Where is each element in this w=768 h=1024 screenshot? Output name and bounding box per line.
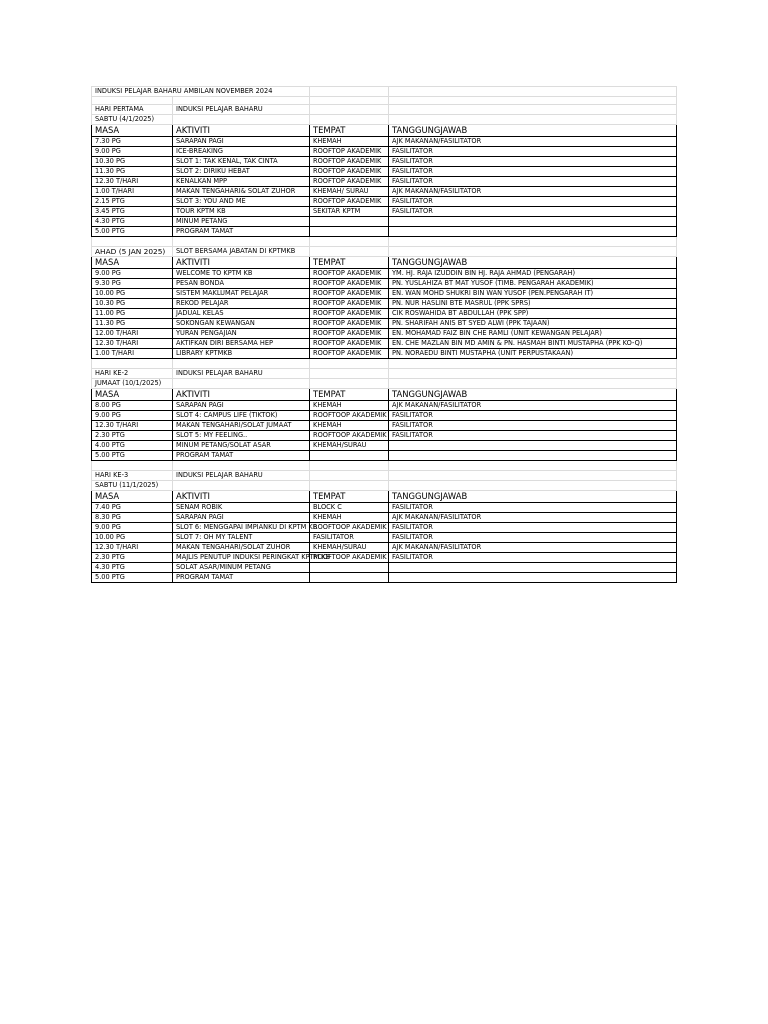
tempat-cell[interactable]: BLOCK C xyxy=(310,503,389,513)
masa-cell[interactable]: 5.00 PTG xyxy=(92,451,173,461)
table-row xyxy=(92,573,677,583)
tanggungjawab-cell[interactable] xyxy=(389,227,677,237)
masa-cell[interactable]: 10.00 PG xyxy=(92,289,173,299)
table-row xyxy=(92,269,677,279)
blank-row xyxy=(92,237,677,247)
section-subtitle[interactable]: INDUKSI PELAJAR BAHARU xyxy=(173,369,310,379)
header-tanggungjawab[interactable]: TANGGUNGJAWAB xyxy=(389,125,677,137)
header-tanggungjawab[interactable]: TANGGUNGJAWAB xyxy=(389,389,677,401)
section-label-row xyxy=(92,471,677,481)
tempat-cell[interactable]: ROOFTOP AKADEMIK xyxy=(310,329,389,339)
header-tempat[interactable]: TEMPAT xyxy=(310,491,389,503)
masa-cell[interactable]: 11.30 PG xyxy=(92,319,173,329)
masa-cell[interactable]: 10.00 PG xyxy=(92,533,173,543)
aktiviti-cell[interactable]: SLOT 7: OH MY TALENT xyxy=(173,533,310,543)
masa-cell[interactable]: 12.30 T/HARI xyxy=(92,339,173,349)
masa-cell[interactable]: 12.30 T/HARI xyxy=(92,177,173,187)
section-subtitle[interactable]: INDUKSI PELAJAR BAHARU xyxy=(173,105,310,115)
tanggungjawab-cell[interactable]: AJK MAKANAN/FASILITATOR xyxy=(389,187,677,197)
empty-cell[interactable] xyxy=(389,237,677,247)
tempat-cell[interactable]: KHEMAH xyxy=(310,401,389,411)
aktiviti-cell[interactable]: MAKAN TENGAHARI/SOLAT ZUHOR xyxy=(173,543,310,553)
aktiviti-cell[interactable]: JADUAL KELAS xyxy=(173,309,310,319)
masa-cell[interactable]: 9.00 PG xyxy=(92,147,173,157)
tempat-cell[interactable]: ROOFTOOP AKADEMIK xyxy=(310,553,389,563)
table-row xyxy=(92,177,677,187)
table-row xyxy=(92,319,677,329)
aktiviti-cell[interactable]: SISTEM MAKLUMAT PELAJAR xyxy=(173,289,310,299)
aktiviti-cell[interactable]: WELCOME TO KPTM KB xyxy=(173,269,310,279)
table-row xyxy=(92,309,677,319)
table-row xyxy=(92,227,677,237)
blank-row xyxy=(92,359,677,369)
header-masa[interactable]: MASA xyxy=(92,491,173,503)
masa-cell[interactable]: 12.30 T/HARI xyxy=(92,421,173,431)
tempat-cell[interactable]: ROOFTOP AKADEMIK xyxy=(310,309,389,319)
tempat-cell[interactable]: KHEMAH/SURAU xyxy=(310,441,389,451)
tempat-cell[interactable]: ROOFTOP AKADEMIK xyxy=(310,319,389,329)
tempat-cell[interactable]: ROOFTOP AKADEMIK xyxy=(310,177,389,187)
aktiviti-cell[interactable]: TOUR KPTM KB xyxy=(173,207,310,217)
empty-cell[interactable] xyxy=(92,359,173,369)
tanggungjawab-cell[interactable]: EN. CHE MAZLAN BIN MD AMIN & PN. HASMAH BINTI MUSTAPHA (PPK KO-Q) xyxy=(389,339,677,349)
table-row xyxy=(92,543,677,553)
tempat-cell[interactable] xyxy=(310,451,389,461)
tanggungjawab-cell[interactable]: AJK MAKANAN/FASILITATOR xyxy=(389,513,677,523)
tanggungjawab-cell[interactable]: CIK ROSWAHIDA BT ABDULLAH (PPK SPP) xyxy=(389,309,677,319)
tempat-cell[interactable]: SEKITAR KPTM xyxy=(310,207,389,217)
table-row xyxy=(92,411,677,421)
tanggungjawab-cell[interactable]: FASILITATOR xyxy=(389,503,677,513)
aktiviti-cell[interactable]: ICE-BREAKING xyxy=(173,147,310,157)
empty-cell[interactable] xyxy=(173,461,310,471)
header-aktiviti[interactable]: AKTIVITI xyxy=(173,389,310,401)
section-date[interactable]: JUMAAT (10/1/2025) xyxy=(92,379,173,389)
table-row xyxy=(92,137,677,147)
tempat-cell[interactable] xyxy=(310,217,389,227)
empty-cell[interactable] xyxy=(310,481,389,491)
empty-cell[interactable] xyxy=(92,461,173,471)
section-subtitle[interactable]: SLOT BERSAMA JABATAN DI KPTMKB xyxy=(173,247,310,257)
header-aktiviti[interactable]: AKTIVITI xyxy=(173,257,310,269)
empty-cell[interactable] xyxy=(173,97,310,105)
tanggungjawab-cell[interactable] xyxy=(389,563,677,573)
empty-cell[interactable] xyxy=(310,87,389,97)
empty-cell[interactable] xyxy=(310,379,389,389)
empty-cell[interactable] xyxy=(389,359,677,369)
aktiviti-cell[interactable]: SARAPAN PAGI xyxy=(173,137,310,147)
header-tempat[interactable]: TEMPAT xyxy=(310,125,389,137)
tanggungjawab-cell[interactable]: FASILITATOR xyxy=(389,421,677,431)
table-row xyxy=(92,187,677,197)
table-row xyxy=(92,289,677,299)
aktiviti-cell[interactable]: SENAM ROBIK xyxy=(173,503,310,513)
tanggungjawab-cell[interactable]: AJK MAKANAN/FASILITATOR xyxy=(389,543,677,553)
masa-cell[interactable]: 12.00 T/HARI xyxy=(92,329,173,339)
table-row xyxy=(92,299,677,309)
section-label-row xyxy=(92,247,677,257)
aktiviti-cell[interactable]: PESAN BONDA xyxy=(173,279,310,289)
masa-cell[interactable]: 9.00 PG xyxy=(92,269,173,279)
tanggungjawab-cell[interactable] xyxy=(389,451,677,461)
aktiviti-cell[interactable]: AKTIFKAN DIRI BERSAMA HEP xyxy=(173,339,310,349)
masa-cell[interactable]: 3.45 PTG xyxy=(92,207,173,217)
masa-cell[interactable]: 4.30 PTG xyxy=(92,217,173,227)
tanggungjawab-cell[interactable]: YM. HJ. RAJA IZUDDIN BIN HJ. RAJA AHMAD (PENGARAH) xyxy=(389,269,677,279)
empty-cell[interactable] xyxy=(173,359,310,369)
empty-cell[interactable] xyxy=(92,237,173,247)
aktiviti-cell[interactable]: MAKAN TENGAHARI/SOLAT JUMAAT xyxy=(173,421,310,431)
table-row xyxy=(92,167,677,177)
empty-cell[interactable] xyxy=(389,97,677,105)
tanggungjawab-cell[interactable]: PN. NUR HASLINI BTE MASRUL (PPK SPRS) xyxy=(389,299,677,309)
section-label-row xyxy=(92,369,677,379)
aktiviti-cell[interactable]: SLOT 2: DIRIKU HEBAT xyxy=(173,167,310,177)
aktiviti-cell[interactable]: MAJLIS PENUTUP INDUKSI PERINGKAT KPTM KB xyxy=(173,553,310,563)
empty-cell[interactable] xyxy=(173,481,310,491)
tanggungjawab-cell[interactable]: FASILITATOR xyxy=(389,207,677,217)
empty-cell[interactable] xyxy=(310,115,389,125)
tempat-cell[interactable]: KHEMAH xyxy=(310,137,389,147)
table-row xyxy=(92,217,677,227)
header-aktiviti[interactable]: AKTIVITI xyxy=(173,491,310,503)
blank-row xyxy=(92,461,677,471)
table-row xyxy=(92,349,677,359)
masa-cell[interactable]: 10.30 PG xyxy=(92,299,173,309)
masa-cell[interactable]: 7.30 PG xyxy=(92,137,173,147)
empty-cell[interactable] xyxy=(389,461,677,471)
tanggungjawab-cell[interactable] xyxy=(389,441,677,451)
header-tempat[interactable]: TEMPAT xyxy=(310,389,389,401)
tanggungjawab-cell[interactable]: AJK MAKANAN/FASILITATOR xyxy=(389,137,677,147)
spreadsheet xyxy=(91,86,676,583)
table-row xyxy=(92,441,677,451)
aktiviti-cell[interactable]: MAKAN TENGAHARI& SOLAT ZUHOR xyxy=(173,187,310,197)
tanggungjawab-cell[interactable]: FASILITATOR xyxy=(389,411,677,421)
empty-cell[interactable] xyxy=(310,359,389,369)
tempat-cell[interactable]: ROOFTOP AKADEMIK xyxy=(310,197,389,207)
empty-cell[interactable] xyxy=(310,237,389,247)
tempat-cell[interactable]: ROOFTOP AKADEMIK xyxy=(310,339,389,349)
tanggungjawab-cell[interactable]: FASILITATOR xyxy=(389,431,677,441)
header-masa[interactable]: MASA xyxy=(92,125,173,137)
section-label[interactable]: HARI KE-2 xyxy=(92,369,173,379)
tanggungjawab-cell[interactable]: FASILITATOR xyxy=(389,197,677,207)
aktiviti-cell[interactable]: SLOT 5: MY FEELING.. xyxy=(173,431,310,441)
table-row xyxy=(92,157,677,167)
masa-cell[interactable]: 4.00 PTG xyxy=(92,441,173,451)
tempat-cell[interactable] xyxy=(310,573,389,583)
empty-cell[interactable] xyxy=(389,87,677,97)
aktiviti-cell[interactable]: SLOT 3: YOU AND ME xyxy=(173,197,310,207)
tanggungjawab-cell[interactable]: FASILITATOR xyxy=(389,167,677,177)
masa-cell[interactable]: 11.00 PG xyxy=(92,309,173,319)
section-date-row xyxy=(92,115,677,125)
tempat-cell[interactable] xyxy=(310,227,389,237)
empty-cell[interactable] xyxy=(389,379,677,389)
table-row xyxy=(92,329,677,339)
aktiviti-cell[interactable]: SARAPAN PAGI xyxy=(173,513,310,523)
masa-cell[interactable]: 10.30 PG xyxy=(92,157,173,167)
table-row xyxy=(92,197,677,207)
masa-cell[interactable]: 4.30 PTG xyxy=(92,563,173,573)
header-tempat[interactable]: TEMPAT xyxy=(310,257,389,269)
tanggungjawab-cell[interactable]: PN. NORAEDU BINTI MUSTAPHA (UNIT PERPUSTAKAAN) xyxy=(389,349,677,359)
table-row xyxy=(92,431,677,441)
empty-cell[interactable] xyxy=(173,237,310,247)
table-row xyxy=(92,339,677,349)
tempat-cell[interactable]: KHEMAH xyxy=(310,421,389,431)
table-header-row xyxy=(92,389,677,401)
table-row xyxy=(92,523,677,533)
aktiviti-cell[interactable]: PROGRAM TAMAT xyxy=(173,573,310,583)
aktiviti-cell[interactable]: SLOT 6: MENGGAPAI IMPIANKU DI KPTM KB xyxy=(173,523,310,533)
tempat-cell[interactable]: ROOFTOOP AKADEMIK xyxy=(310,431,389,441)
empty-cell[interactable] xyxy=(310,471,389,481)
section-date-row xyxy=(92,379,677,389)
tanggungjawab-cell[interactable]: FASILITATOR xyxy=(389,177,677,187)
table-row xyxy=(92,553,677,563)
tempat-cell[interactable]: ROOFTOP AKADEMIK xyxy=(310,167,389,177)
empty-cell[interactable] xyxy=(173,115,310,125)
table-row xyxy=(92,401,677,411)
tanggungjawab-cell[interactable]: EN. MOHAMAD FAIZ BIN CHE RAMLI (UNIT KEWANGAN PELAJAR) xyxy=(389,329,677,339)
masa-cell[interactable]: 9.00 PG xyxy=(92,523,173,533)
section-date-row xyxy=(92,481,677,491)
tempat-cell[interactable]: ROOFTOOP AKADEMIK xyxy=(310,411,389,421)
tanggungjawab-cell[interactable]: PN. YUSLAHIZA BT MAT YUSOF (TIMB. PENGARAH AKADEMIK) xyxy=(389,279,677,289)
table-header-row xyxy=(92,257,677,269)
empty-cell[interactable] xyxy=(310,105,389,115)
tanggungjawab-cell[interactable]: FASILITATOR xyxy=(389,523,677,533)
table-header-row xyxy=(92,491,677,503)
aktiviti-cell[interactable]: PROGRAM TAMAT xyxy=(173,451,310,461)
table-row xyxy=(92,533,677,543)
masa-cell[interactable]: 8.00 PG xyxy=(92,401,173,411)
masa-cell[interactable]: 5.00 PTG xyxy=(92,573,173,583)
tempat-cell[interactable]: FASILITATOR xyxy=(310,533,389,543)
header-tanggungjawab[interactable]: TANGGUNGJAWAB xyxy=(389,257,677,269)
aktiviti-cell[interactable]: PROGRAM TAMAT xyxy=(173,227,310,237)
tempat-cell[interactable]: ROOFTOP AKADEMIK xyxy=(310,349,389,359)
tanggungjawab-cell[interactable]: FASILITATOR xyxy=(389,157,677,167)
tempat-cell[interactable]: ROOFTOP AKADEMIK xyxy=(310,289,389,299)
tanggungjawab-cell[interactable] xyxy=(389,217,677,227)
tanggungjawab-cell[interactable]: FASILITATOR xyxy=(389,147,677,157)
aktiviti-cell[interactable]: SOKONGAN KEWANGAN xyxy=(173,319,310,329)
blank-row xyxy=(92,97,677,105)
tempat-cell[interactable]: ROOFTOP AKADEMIK xyxy=(310,147,389,157)
section-date[interactable]: SABTU (4/1/2025) xyxy=(92,115,173,125)
tanggungjawab-cell[interactable]: FASILITATOR xyxy=(389,533,677,543)
tempat-cell[interactable] xyxy=(310,563,389,573)
empty-cell[interactable] xyxy=(389,481,677,491)
tempat-cell[interactable]: ROOFTOP AKADEMIK xyxy=(310,269,389,279)
tanggungjawab-cell[interactable]: EN. WAN MOHD SHUKRI BIN WAN YUSOF (PEN.PENGARAH IT) xyxy=(389,289,677,299)
table-row xyxy=(92,421,677,431)
empty-cell[interactable] xyxy=(310,97,389,105)
masa-cell[interactable]: 2.15 PTG xyxy=(92,197,173,207)
document-title[interactable]: INDUKSI PELAJAR BAHARU AMBILAN NOVEMBER 2024 xyxy=(92,87,310,97)
table-row xyxy=(92,563,677,573)
empty-cell[interactable] xyxy=(173,379,310,389)
header-masa[interactable]: MASA xyxy=(92,389,173,401)
aktiviti-cell[interactable]: SOLAT ASAR/MINUM PETANG xyxy=(173,563,310,573)
empty-cell[interactable] xyxy=(389,471,677,481)
tempat-cell[interactable]: ROOFTOP AKADEMIK xyxy=(310,279,389,289)
empty-cell[interactable] xyxy=(389,105,677,115)
tanggungjawab-cell[interactable]: AJK MAKANAN/FASILITATOR xyxy=(389,401,677,411)
masa-cell[interactable]: 5.00 PTG xyxy=(92,227,173,237)
empty-cell[interactable] xyxy=(389,369,677,379)
header-tanggungjawab[interactable]: TANGGUNGJAWAB xyxy=(389,491,677,503)
title-row xyxy=(92,87,677,97)
aktiviti-cell[interactable]: SLOT 1: TAK KENAL, TAK CINTA xyxy=(173,157,310,167)
masa-cell[interactable]: 9.30 PG xyxy=(92,279,173,289)
table-header-row xyxy=(92,125,677,137)
empty-cell[interactable] xyxy=(310,461,389,471)
table-row xyxy=(92,279,677,289)
aktiviti-cell[interactable]: LIBRARY KPTMKB xyxy=(173,349,310,359)
table-row xyxy=(92,503,677,513)
tempat-cell[interactable]: ROOFTOOP AKADEMIK xyxy=(310,523,389,533)
tanggungjawab-cell[interactable]: PN. SHARIFAH ANIS BT SYED ALWI (PPK TAJAAN) xyxy=(389,319,677,329)
empty-cell[interactable] xyxy=(92,97,173,105)
table-row xyxy=(92,451,677,461)
masa-cell[interactable]: 11.30 PG xyxy=(92,167,173,177)
tempat-cell[interactable]: KHEMAH xyxy=(310,513,389,523)
tanggungjawab-cell[interactable] xyxy=(389,573,677,583)
aktiviti-cell[interactable]: MINUM PETANG/SOLAT ASAR xyxy=(173,441,310,451)
masa-cell[interactable]: 9.00 PG xyxy=(92,411,173,421)
tempat-cell[interactable]: KHEMAH/ SURAU xyxy=(310,187,389,197)
table-row xyxy=(92,147,677,157)
section-subtitle[interactable]: INDUKSI PELAJAR BAHARU xyxy=(173,471,310,481)
tanggungjawab-cell[interactable]: FASILITATOR xyxy=(389,553,677,563)
empty-cell[interactable] xyxy=(389,115,677,125)
aktiviti-cell[interactable]: KENALKAN MPP xyxy=(173,177,310,187)
section-label[interactable]: HARI KE-3 xyxy=(92,471,173,481)
section-label[interactable]: HARI PERTAMA xyxy=(92,105,173,115)
aktiviti-cell[interactable]: REKOD PELAJAR xyxy=(173,299,310,309)
aktiviti-cell[interactable]: MINUM PETANG xyxy=(173,217,310,227)
empty-cell[interactable] xyxy=(310,369,389,379)
masa-cell[interactable]: 12.30 T/HARI xyxy=(92,543,173,553)
aktiviti-cell[interactable]: SARAPAN PAGI xyxy=(173,401,310,411)
table-row xyxy=(92,513,677,523)
schedule-table xyxy=(91,86,677,583)
aktiviti-cell[interactable]: YURAN PENGAJIAN xyxy=(173,329,310,339)
section-label-row xyxy=(92,105,677,115)
empty-cell[interactable] xyxy=(389,247,677,257)
masa-cell[interactable]: 1.00 T/HARI xyxy=(92,349,173,359)
tempat-cell[interactable]: ROOFTOP AKADEMIK xyxy=(310,299,389,309)
aktiviti-cell[interactable]: SLOT 4: CAMPUS LIFE (TIKTOK) xyxy=(173,411,310,421)
section-label[interactable]: AHAD (5 JAN 2025) xyxy=(92,247,173,257)
empty-cell[interactable] xyxy=(310,247,389,257)
header-aktiviti[interactable]: AKTIVITI xyxy=(173,125,310,137)
masa-cell[interactable]: 7.40 PG xyxy=(92,503,173,513)
masa-cell[interactable]: 2.30 PTG xyxy=(92,431,173,441)
section-date[interactable]: SABTU (11/1/2025) xyxy=(92,481,173,491)
header-masa[interactable]: MASA xyxy=(92,257,173,269)
tempat-cell[interactable]: ROOFTOP AKADEMIK xyxy=(310,157,389,167)
table-row xyxy=(92,207,677,217)
masa-cell[interactable]: 2.30 PTG xyxy=(92,553,173,563)
tempat-cell[interactable]: KHEMAH/SURAU xyxy=(310,543,389,553)
masa-cell[interactable]: 8.30 PG xyxy=(92,513,173,523)
masa-cell[interactable]: 1.00 T/HARI xyxy=(92,187,173,197)
